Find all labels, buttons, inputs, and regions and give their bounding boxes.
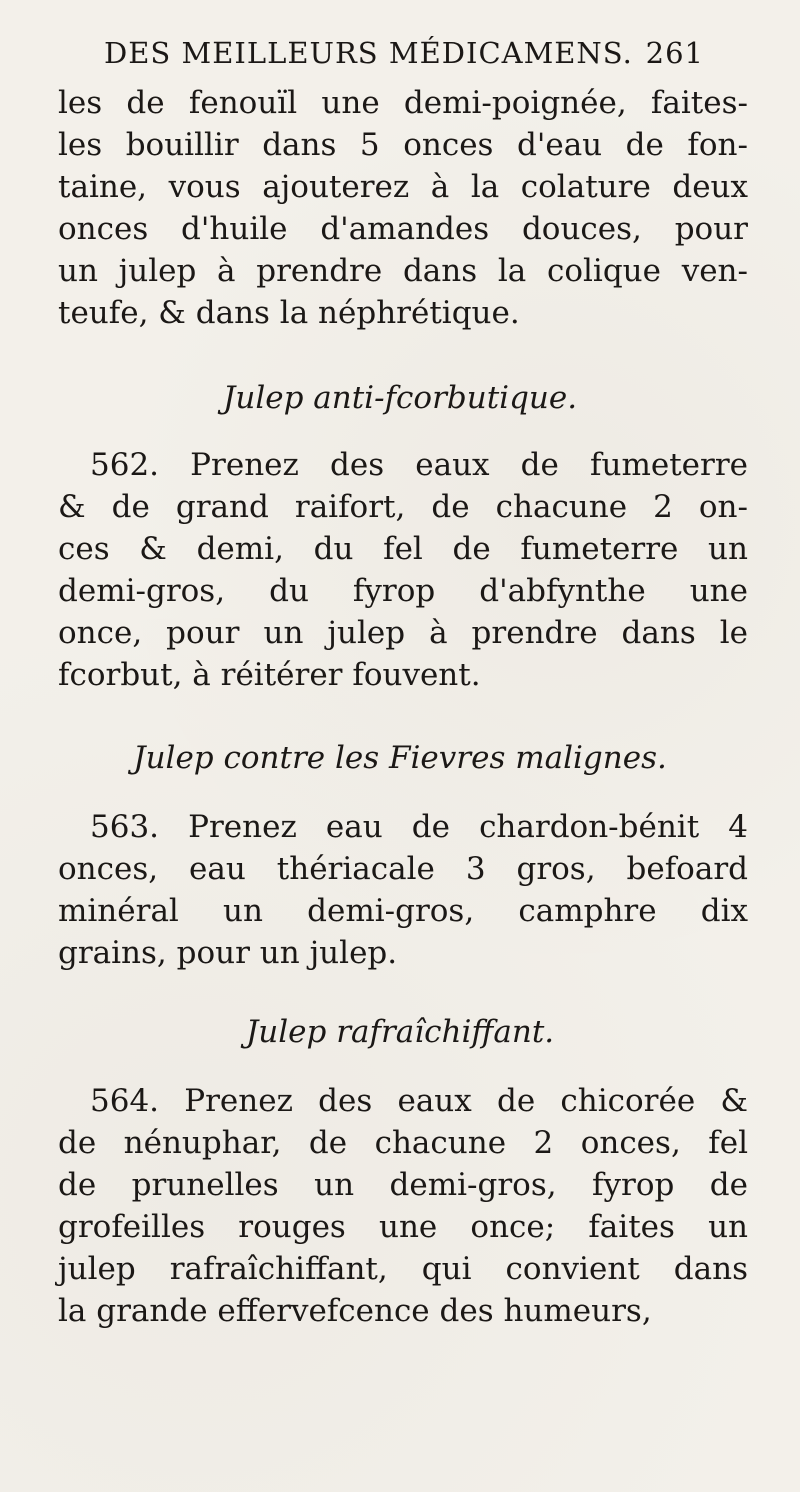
text-line: taine, vous ajouterez à la colature deux <box>58 169 748 205</box>
text-line: julep rafraîchiffant, qui convient dans <box>58 1251 748 1287</box>
section-heading-anti-scorbutique: Julep anti-fcorbutique. <box>222 380 578 416</box>
text-line: demi-gros, du fyrop d'abfynthe une <box>58 573 748 609</box>
text-line: minéral un demi-gros, camphre dix <box>58 893 748 929</box>
text-line: grains, pour un julep. <box>58 935 398 971</box>
text-line: fcorbut, à réitérer fouvent. <box>58 657 481 693</box>
text-line: onces d'huile d'amandes douces, pour <box>58 211 748 247</box>
running-head <box>104 36 704 70</box>
page-number: 261 <box>645 36 704 70</box>
paragraph-563 <box>58 806 748 974</box>
section-heading-rafraichissant: Julep rafraîchiffant. <box>245 1014 555 1050</box>
text-line: 563. Prenez eau de chardon-bénit 4 <box>90 809 748 845</box>
text-line: ces & demi, du fel de fumeterre un <box>58 531 748 567</box>
text-line: 562. Prenez des eaux de fumeterre <box>90 447 748 483</box>
text-line: les bouillir dans 5 onces d'eau de fon- <box>58 127 748 163</box>
section-heading-fievres-malignes: Julep contre les Fievres malignes. <box>133 740 667 776</box>
text-line: once, pour un julep à prendre dans le <box>58 615 748 651</box>
text-line: 564. Prenez des eaux de chicorée & <box>90 1083 748 1119</box>
running-head-title: DES MEILLEURS MÉDICAMENS. <box>104 36 633 70</box>
text-line: de prunelles un demi-gros, fyrop de <box>58 1167 748 1203</box>
text-line: de nénuphar, de chacune 2 onces, fel <box>58 1125 748 1161</box>
text-line: & de grand raifort, de chacune 2 on- <box>58 489 748 525</box>
text-line: la grande effervefcence des humeurs, <box>58 1293 652 1329</box>
paragraph-564 <box>58 1080 748 1332</box>
paragraph-562 <box>58 444 748 696</box>
paragraph-continuation <box>58 82 748 334</box>
text-line: onces, eau thériacale 3 gros, befoard <box>58 851 748 887</box>
text-line: teufe, & dans la néphrétique. <box>58 295 520 331</box>
text-line: les de fenouïl une demi-poignée, faites- <box>58 85 748 121</box>
text-line: grofeilles rouges une once; faites un <box>58 1209 748 1245</box>
text-line: un julep à prendre dans la colique ven- <box>58 253 748 289</box>
